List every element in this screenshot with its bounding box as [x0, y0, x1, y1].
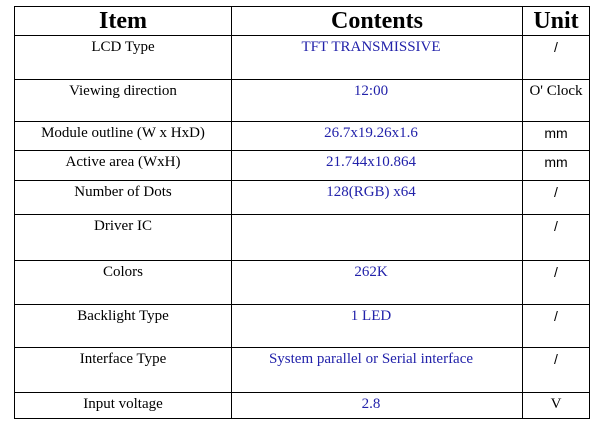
- item-cell: Backlight Type: [15, 305, 232, 348]
- table-row: [15, 215, 590, 261]
- unit-cell: /: [523, 215, 590, 261]
- unit-cell: mm: [523, 151, 590, 181]
- table-row: [15, 122, 590, 151]
- content-cell: TFT TRANSMISSIVE: [232, 36, 523, 80]
- item-cell: LCD Type: [15, 36, 232, 80]
- item-cell: Active area (WxH): [15, 151, 232, 181]
- unit-cell: O' Clock: [523, 80, 590, 122]
- item-cell: Viewing direction: [15, 80, 232, 122]
- content-cell: 1 LED: [232, 305, 523, 348]
- unit-cell: /: [523, 348, 590, 393]
- table-row: [15, 151, 590, 181]
- content-cell: 262K: [232, 261, 523, 305]
- content-cell: 26.7x19.26x1.6: [232, 122, 523, 151]
- item-cell: Number of Dots: [15, 181, 232, 215]
- content-cell: 2.8: [232, 393, 523, 419]
- item-cell: Colors: [15, 261, 232, 305]
- unit-cell: /: [523, 305, 590, 348]
- header-unit: Unit: [523, 7, 590, 36]
- unit-cell: /: [523, 36, 590, 80]
- item-cell: Module outline (W x HxD): [15, 122, 232, 151]
- content-cell: System parallel or Serial interface: [232, 348, 523, 393]
- unit-cell: /: [523, 181, 590, 215]
- table-row: [15, 80, 590, 122]
- item-cell: Input voltage: [15, 393, 232, 419]
- unit-cell: /: [523, 261, 590, 305]
- content-cell: 21.744x10.864: [232, 151, 523, 181]
- table-row: [15, 305, 590, 348]
- unit-cell: mm: [523, 122, 590, 151]
- table-row: [15, 393, 590, 419]
- specification-table: [14, 6, 590, 419]
- content-cell: 12:00: [232, 80, 523, 122]
- header-contents: Contents: [232, 7, 523, 36]
- table-row: [15, 36, 590, 80]
- table-row: [15, 348, 590, 393]
- header-item: Item: [15, 7, 232, 36]
- item-cell: Interface Type: [15, 348, 232, 393]
- item-cell: Driver IC: [15, 215, 232, 261]
- table-row: [15, 181, 590, 215]
- content-cell: 128(RGB) x64: [232, 181, 523, 215]
- content-cell: [232, 215, 523, 261]
- table-row: [15, 261, 590, 305]
- table-header-row: [15, 7, 590, 36]
- unit-cell: V: [523, 393, 590, 419]
